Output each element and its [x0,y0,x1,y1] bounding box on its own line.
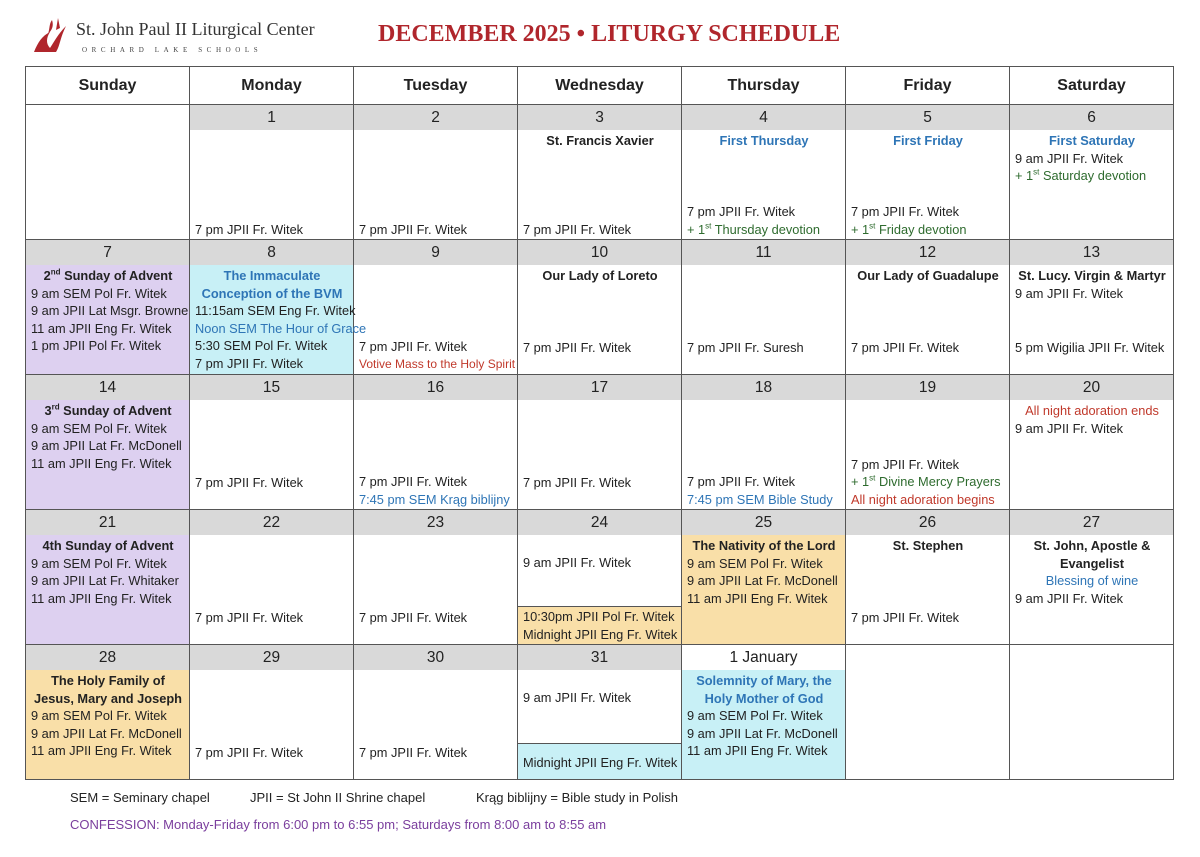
day-number: 7 [26,240,189,265]
mass-time: 9 am JPII Lat Fr. McDonell [31,438,182,453]
day-number: 27 [1010,510,1173,535]
week-row [26,510,1174,645]
day-number: 17 [518,375,681,400]
adoration-note: All night adoration begins [851,491,995,507]
mass-time: 7 pm JPII Fr. Witek [195,221,304,237]
day-cell-2[interactable] [354,105,518,240]
feast-title: St. Lucy. Virgin & Martyr [1018,268,1166,283]
day-number: 5 [846,105,1009,130]
feast-title: Jesus, Mary and Joseph [34,690,182,706]
day-number: 14 [26,375,189,400]
day-cell-12[interactable] [846,240,1010,375]
devotion-note: Noon SEM The Hour of Grace [195,320,367,336]
feast-title: First Thursday [719,133,809,148]
mass-time: 1 pm JPII Pol Fr. Witek [31,338,162,353]
org-logo[interactable] [30,14,330,60]
day-cell-11[interactable] [682,240,846,375]
mass-time: 7 pm JPII Fr. Witek [359,744,468,760]
page-title: DECEMBER 2025 • LITURGY SCHEDULE [378,21,841,47]
mass-time: Midnight JPII Eng Fr. Witek [523,626,678,642]
mass-time: 11 am JPII Eng Fr. Witek [31,590,172,606]
weekday-header-row [26,67,1174,105]
day-number: 2 [354,105,517,130]
feast-title: St. John, Apostle & [1033,538,1151,553]
mass-time: 7 pm JPII Fr. Witek [359,221,468,237]
day-cell-empty [846,645,1010,780]
devotion-note: + 1st Divine Mercy Prayers [851,473,1001,489]
adoration-note: All night adoration ends [1025,403,1159,418]
day-cell-6[interactable] [1010,105,1174,240]
day-number: 19 [846,375,1009,400]
day-cell-29[interactable] [190,645,354,780]
day-cell-31[interactable] [518,645,682,780]
mass-time: 7 pm JPII Fr. Witek [195,744,304,760]
day-number: 22 [190,510,353,535]
day-cell-empty [1010,645,1174,780]
mass-time: 7 pm JPII Fr. Witek [851,609,960,625]
blessing-note: Blessing of wine [1045,573,1139,588]
day-cell-15[interactable] [190,375,354,510]
feast-title: The Holy Family of [51,673,165,688]
mass-time: 9 am JPII Fr. Witek [1015,285,1124,301]
day-number: 15 [190,375,353,400]
day-number: 4 [682,105,845,130]
mass-time: 7 pm JPII Fr. Witek [523,474,632,490]
mass-time: 9 am JPII Fr. Witek [523,690,632,705]
mass-time: 11 am JPII Eng Fr. Witek [687,743,828,758]
devotion-note: + 1st Friday devotion [851,221,967,237]
mass-time: 9 am JPII Lat Msgr. Browne [31,303,189,318]
day-number: 29 [190,645,353,670]
feast-title: First Friday [893,133,963,148]
mass-time: 10:30pm JPII Pol Fr. Witek [523,609,675,624]
day-cell-4[interactable] [682,105,846,240]
day-number: 13 [1010,240,1173,265]
weekday-friday: Friday [846,67,1010,105]
legend-krag: Krąg biblijny = Bible study in Polish [476,790,678,805]
mass-time: 11:15am SEM Eng Fr. Witek [195,303,356,318]
feast-title: St. Francis Xavier [546,133,654,148]
flame-dove-icon [30,16,70,56]
day-number: 21 [26,510,189,535]
mass-time: 11 am JPII Eng Fr. Witek [31,320,172,336]
day-cell-14[interactable] [26,375,190,510]
mass-time: 9 am JPII Lat Fr. McDonell [687,573,838,588]
mass-time: 11 am JPII Eng Fr. Witek [31,743,172,758]
bible-study-note: 7:45 pm SEM Bible Study [687,491,833,507]
votive-note: Votive Mass to the Holy Spirit [359,356,516,371]
mass-time: 7 pm JPII Fr. Witek [851,339,960,355]
day-number: 3 [518,105,681,130]
org-subtitle: ORCHARD LAKE SCHOOLS [82,46,263,54]
day-number: 30 [354,645,517,670]
day-cell-21[interactable] [26,510,190,645]
mass-time: 7 pm JPII Fr. Witek [851,456,960,472]
feast-title: 3rd Sunday of Advent [44,402,172,418]
weekday-monday: Monday [190,67,354,105]
mass-time: 7 pm JPII Fr. Suresh [687,339,804,355]
weekday-saturday: Saturday [1010,67,1174,105]
day-cell-3[interactable] [518,105,682,240]
day-number: 12 [846,240,1009,265]
weekday-wednesday: Wednesday [518,67,682,105]
day-number: 18 [682,375,845,400]
day-cell-9[interactable] [354,240,518,375]
day-cell-28[interactable] [26,645,190,780]
day-cell-1[interactable] [190,105,354,240]
mass-time: 7 pm JPII Fr. Witek [359,474,468,489]
mass-time: 7 pm JPII Fr. Witek [523,339,632,355]
week-row [26,240,1174,375]
mass-time: 9 am JPII Lat Fr. Whitaker [31,573,179,588]
legend-sem: SEM = Seminary chapel [70,790,210,805]
day-cell-25[interactable] [682,510,846,645]
mass-time: 7 pm JPII Fr. Witek [195,355,304,371]
day-cell-empty [26,105,190,240]
feast-title: Solemnity of Mary, the [696,673,832,688]
day-number: 26 [846,510,1009,535]
day-number: 25 [682,510,845,535]
day-cell-22[interactable] [190,510,354,645]
day-number: 9 [354,240,517,265]
feast-title: St. Stephen [892,538,964,553]
feast-title: Our Lady of Guadalupe [857,268,999,283]
day-cell-20[interactable] [1010,375,1174,510]
feast-title: First Saturday [1048,133,1136,148]
org-name: St. John Paul II Liturgical Center [76,19,315,39]
day-cell-7[interactable] [26,240,190,375]
day-cell-8[interactable] [190,240,367,375]
day-cell-18[interactable] [682,375,846,510]
mass-time: 9 am JPII Lat Fr. McDonell [687,725,838,741]
mass-time: 9 am SEM Pol Fr. Witek [687,708,823,723]
day-cell-30[interactable] [354,645,518,780]
day-cell-13[interactable] [1010,240,1174,375]
day-cell-17[interactable] [518,375,682,510]
mass-time: Midnight JPII Eng Fr. Witek [523,755,678,770]
week-row [26,375,1174,510]
mass-time: 7 pm JPII Fr. Witek [523,221,632,237]
legend-jpii: JPII = St John II Shrine chapel [250,790,426,805]
day-number: 8 [190,240,353,265]
week-row [26,105,1174,240]
day-number: 10 [518,240,681,265]
mass-time: 5:30 SEM Pol Fr. Witek [195,338,328,353]
mass-time: 9 am SEM Pol Fr. Witek [31,285,167,301]
mass-time: 7 pm JPII Fr. Witek [687,204,796,219]
devotion-note: + 1st Saturday devotion [1015,167,1147,183]
week-row [26,645,1174,780]
day-cell-jan-1[interactable] [682,645,846,780]
day-number: 20 [1010,375,1173,400]
feast-title: The Nativity of the Lord [692,538,836,553]
mass-time: 9 am SEM Pol Fr. Witek [687,555,823,571]
bible-study-note: 7:45 pm SEM Krąg biblijny [359,491,510,507]
day-cell-10[interactable] [518,240,682,375]
feast-title: 2nd Sunday of Advent [43,267,173,283]
day-number: 1 [190,105,353,130]
feast-title: The Immaculate [223,268,321,283]
feast-title: Conception of the BVM [201,285,343,301]
feast-title: 4th Sunday of Advent [42,538,174,553]
mass-time: 9 am SEM Pol Fr. Witek [31,555,167,571]
day-number: 23 [354,510,517,535]
day-number: 24 [518,510,681,535]
mass-time: 9 am JPII Fr. Witek [1015,420,1124,436]
mass-time: 7 pm JPII Fr. Witek [359,339,468,354]
new-year-eve-mass [518,743,681,779]
day-cell-24[interactable] [518,510,682,645]
day-number: 16 [354,375,517,400]
mass-time: 7 pm JPII Fr. Witek [195,609,304,625]
feast-title: Holy Mother of God [704,690,824,706]
christmas-eve-masses [518,606,681,644]
weekday-sunday: Sunday [26,67,190,105]
mass-time: 7 pm JPII Fr. Witek [195,474,304,490]
mass-time: 7 pm JPII Fr. Witek [359,609,468,625]
header [0,0,1200,66]
weekday-thursday: Thursday [682,67,846,105]
day-cell-5[interactable] [846,105,1010,240]
devotion-note: + 1st Thursday devotion [687,221,820,237]
day-cell-27[interactable] [1010,510,1174,645]
day-number: 6 [1010,105,1173,130]
day-cell-26[interactable] [846,510,1010,645]
feast-title: Evangelist [1059,555,1124,571]
liturgy-calendar [25,66,1174,780]
weekday-tuesday: Tuesday [354,67,518,105]
mass-time: 9 am JPII Fr. Witek [523,555,632,570]
confession-schedule: CONFESSION: Monday-Friday from 6:00 pm to 6:55 pm; Saturdays from 8:00 am to 8:55 am [70,817,607,832]
mass-time: 7 pm JPII Fr. Witek [851,204,960,219]
mass-time: 9 am JPII Lat Fr. McDonell [31,725,182,741]
day-number: 31 [518,645,681,670]
mass-time: 9 am JPII Fr. Witek [1015,590,1124,606]
day-cell-19[interactable] [846,375,1010,510]
feast-title: Our Lady of Loreto [542,268,658,283]
mass-time: 11 am JPII Eng Fr. Witek [687,590,828,606]
day-number: 28 [26,645,189,670]
day-cell-16[interactable] [354,375,518,510]
mass-time: 11 am JPII Eng Fr. Witek [31,455,172,471]
mass-time: 9 am JPII Fr. Witek [1015,150,1124,166]
mass-time: 9 am SEM Pol Fr. Witek [31,708,167,723]
mass-time: 9 am SEM Pol Fr. Witek [31,420,167,436]
day-number: 11 [682,240,845,265]
mass-time: 5 pm Wigilia JPII Fr. Witek [1015,339,1165,355]
day-cell-23[interactable] [354,510,518,645]
day-number: 1 January [682,645,845,670]
mass-time: 7 pm JPII Fr. Witek [687,474,796,489]
